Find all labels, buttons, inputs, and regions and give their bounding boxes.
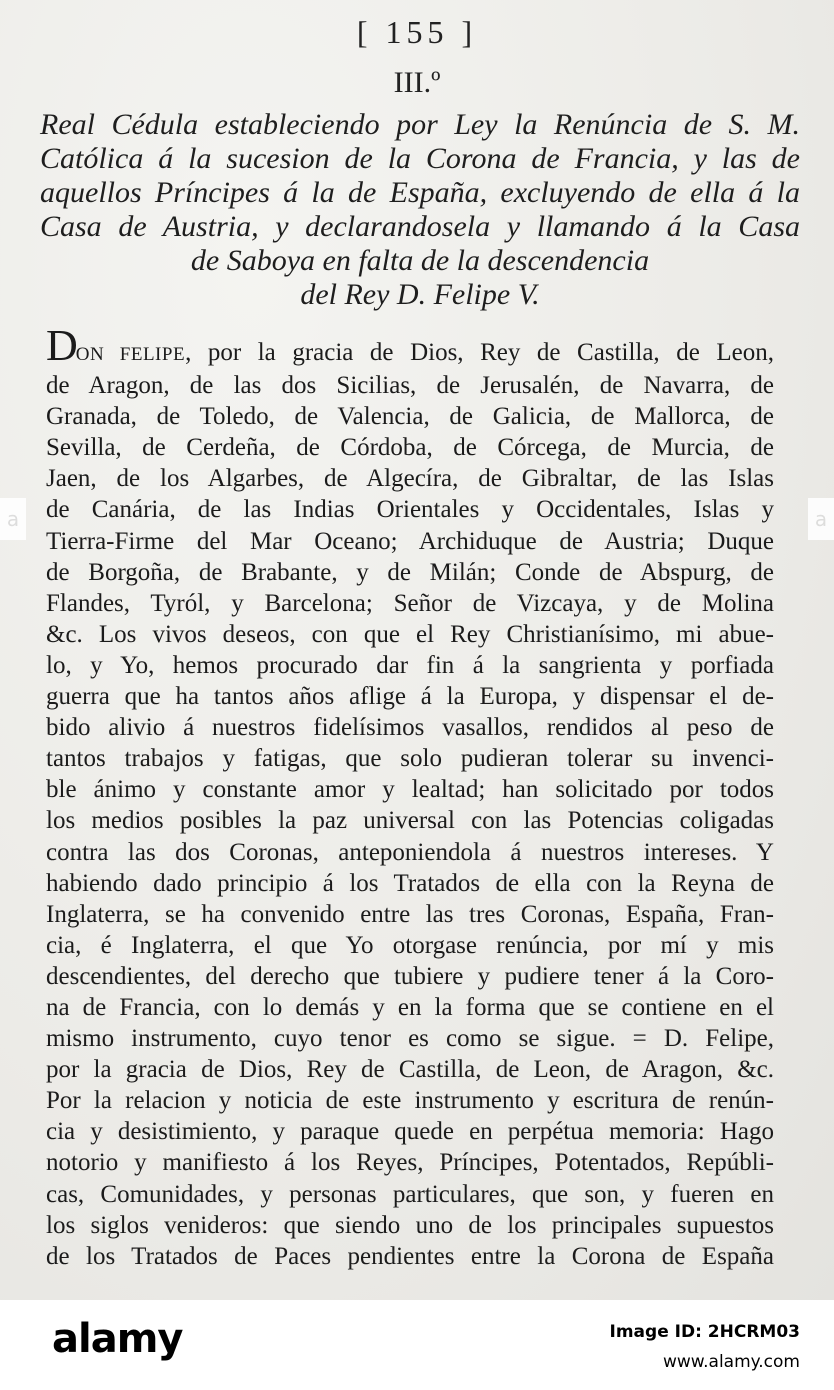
body-line: guerra que ha tantos años aflige á la Europa, y dispensar el de- — [46, 683, 774, 711]
first-line-rest: , por la gracia de Dios, Rey de Castilla, de Leon, — [185, 339, 774, 366]
title-line: Casa de Austria, y declarandosela y llamando á la Casa — [40, 210, 800, 243]
body-line: los medios posibles la paz universal con las Potencias coligadas — [46, 807, 774, 835]
title-line: de Saboya en falta de la descendencia — [190, 244, 650, 277]
body-line: Sevilla, de Cerdeña, de Córdoba, de Córcega, de Murcia, de — [46, 434, 774, 462]
body-line: contra las dos Coronas, anteponiendola á nuestros intereses. Y — [46, 838, 774, 866]
body-line: habiendo dado principio á los Tratados de ella con la Reyna de — [46, 869, 774, 897]
title-line: aquellos Príncipes á la de España, excluyendo de ella á la — [40, 176, 800, 209]
body-line: Jaen, de los Algarbes, de Algecíra, de Gibraltar, de las Islas — [46, 465, 774, 493]
body-first-line — [46, 321, 774, 370]
body-line: de Aragon, de las dos Sicilias, de Jerusalén, de Navarra, de — [46, 372, 774, 400]
body-line: ble ánimo y constante amor y lealtad; han solicitado por todos — [46, 776, 774, 804]
smallcaps-name: ON FELIPE — [75, 344, 186, 365]
body-line: de Borgoña, de Brabante, y de Milán; Conde de Abspurg, de — [46, 558, 774, 586]
body-line: &c. Los vivos deseos, con que el Rey Christianísimo, mi abue- — [46, 620, 774, 648]
body-line: Tierra-Firme del Mar Oceano; Archiduque de Austria; Duque — [46, 527, 774, 555]
title-line: Católica á la sucesion de la Corona de Francia, y las de — [40, 142, 800, 175]
drop-cap: D — [46, 321, 76, 370]
image-id-label: Image ID: 2HCRM03 — [609, 1322, 800, 1342]
section-number: III.º — [393, 66, 441, 99]
body-line: cas, Comunidades, y personas particulares, que son, y fueren en — [46, 1180, 774, 1208]
body-line: mismo instrumento, cuyo tenor es como se sigue. = D. Felipe, — [46, 1025, 774, 1053]
body-line: de Canária, de las Indias Orientales y Occidentales, Islas y — [46, 496, 774, 524]
watermark-edge-tab-left: a — [0, 498, 26, 540]
body-line: los siglos venideros: que siendo uno de los principales supuestos — [46, 1211, 774, 1239]
body-line: cia y desistimiento, y paraque quede en perpétua memoria: Hago — [46, 1118, 774, 1146]
body-line: Flandes, Tyról, y Barcelona; Señor de Vizcaya, y de Molina — [46, 589, 774, 617]
body-line: lo, y Yo, hemos procurado dar fin á la sangrienta y porfiada — [46, 651, 774, 679]
body-line: descendientes, del derecho que tubiere y pudiere tener á la Coro- — [46, 962, 774, 990]
body-line: cia, é Inglaterra, el que Yo otorgase renúncia, por mí y mis — [46, 931, 774, 959]
title-line: del Rey D. Felipe V. — [300, 278, 540, 311]
body-line: bido alivio á nuestros fidelísimos vasallos, rendidos al peso de — [46, 714, 774, 742]
watermark-edge-tab-right: a — [808, 498, 834, 540]
body-text — [46, 321, 774, 1272]
body-line: Por la relacion y noticia de este instrumento y escritura de renún- — [46, 1087, 774, 1115]
body-line: Inglaterra, se ha convenido entre las tres Coronas, España, Fran- — [46, 900, 774, 928]
document-title — [40, 108, 800, 312]
body-line: por la gracia de Dios, Rey de Castilla, de Leon, de Aragon, &c. — [46, 1056, 774, 1084]
page-number: [ 155 ] — [356, 14, 478, 50]
body-line: notorio y manifiesto á los Reyes, Príncipes, Potentados, Repúbli- — [46, 1149, 774, 1177]
body-line: na de Francia, con lo demás y en la forma que se contiene en el — [46, 993, 774, 1021]
title-line: Real Cédula estableciendo por Ley la Renúncia de S. M. — [40, 108, 800, 141]
body-line: tantos trabajos y fatigas, que solo pudieran tolerar su invenci- — [46, 745, 774, 773]
stock-url-label: www.alamy.com — [662, 1352, 800, 1372]
alamy-logo: alamy — [52, 1316, 183, 1362]
body-line: de los Tratados de Paces pendientes entre la Corona de España — [46, 1242, 774, 1270]
body-line: Granada, de Toledo, de Valencia, de Galicia, de Mallorca, de — [46, 403, 774, 431]
